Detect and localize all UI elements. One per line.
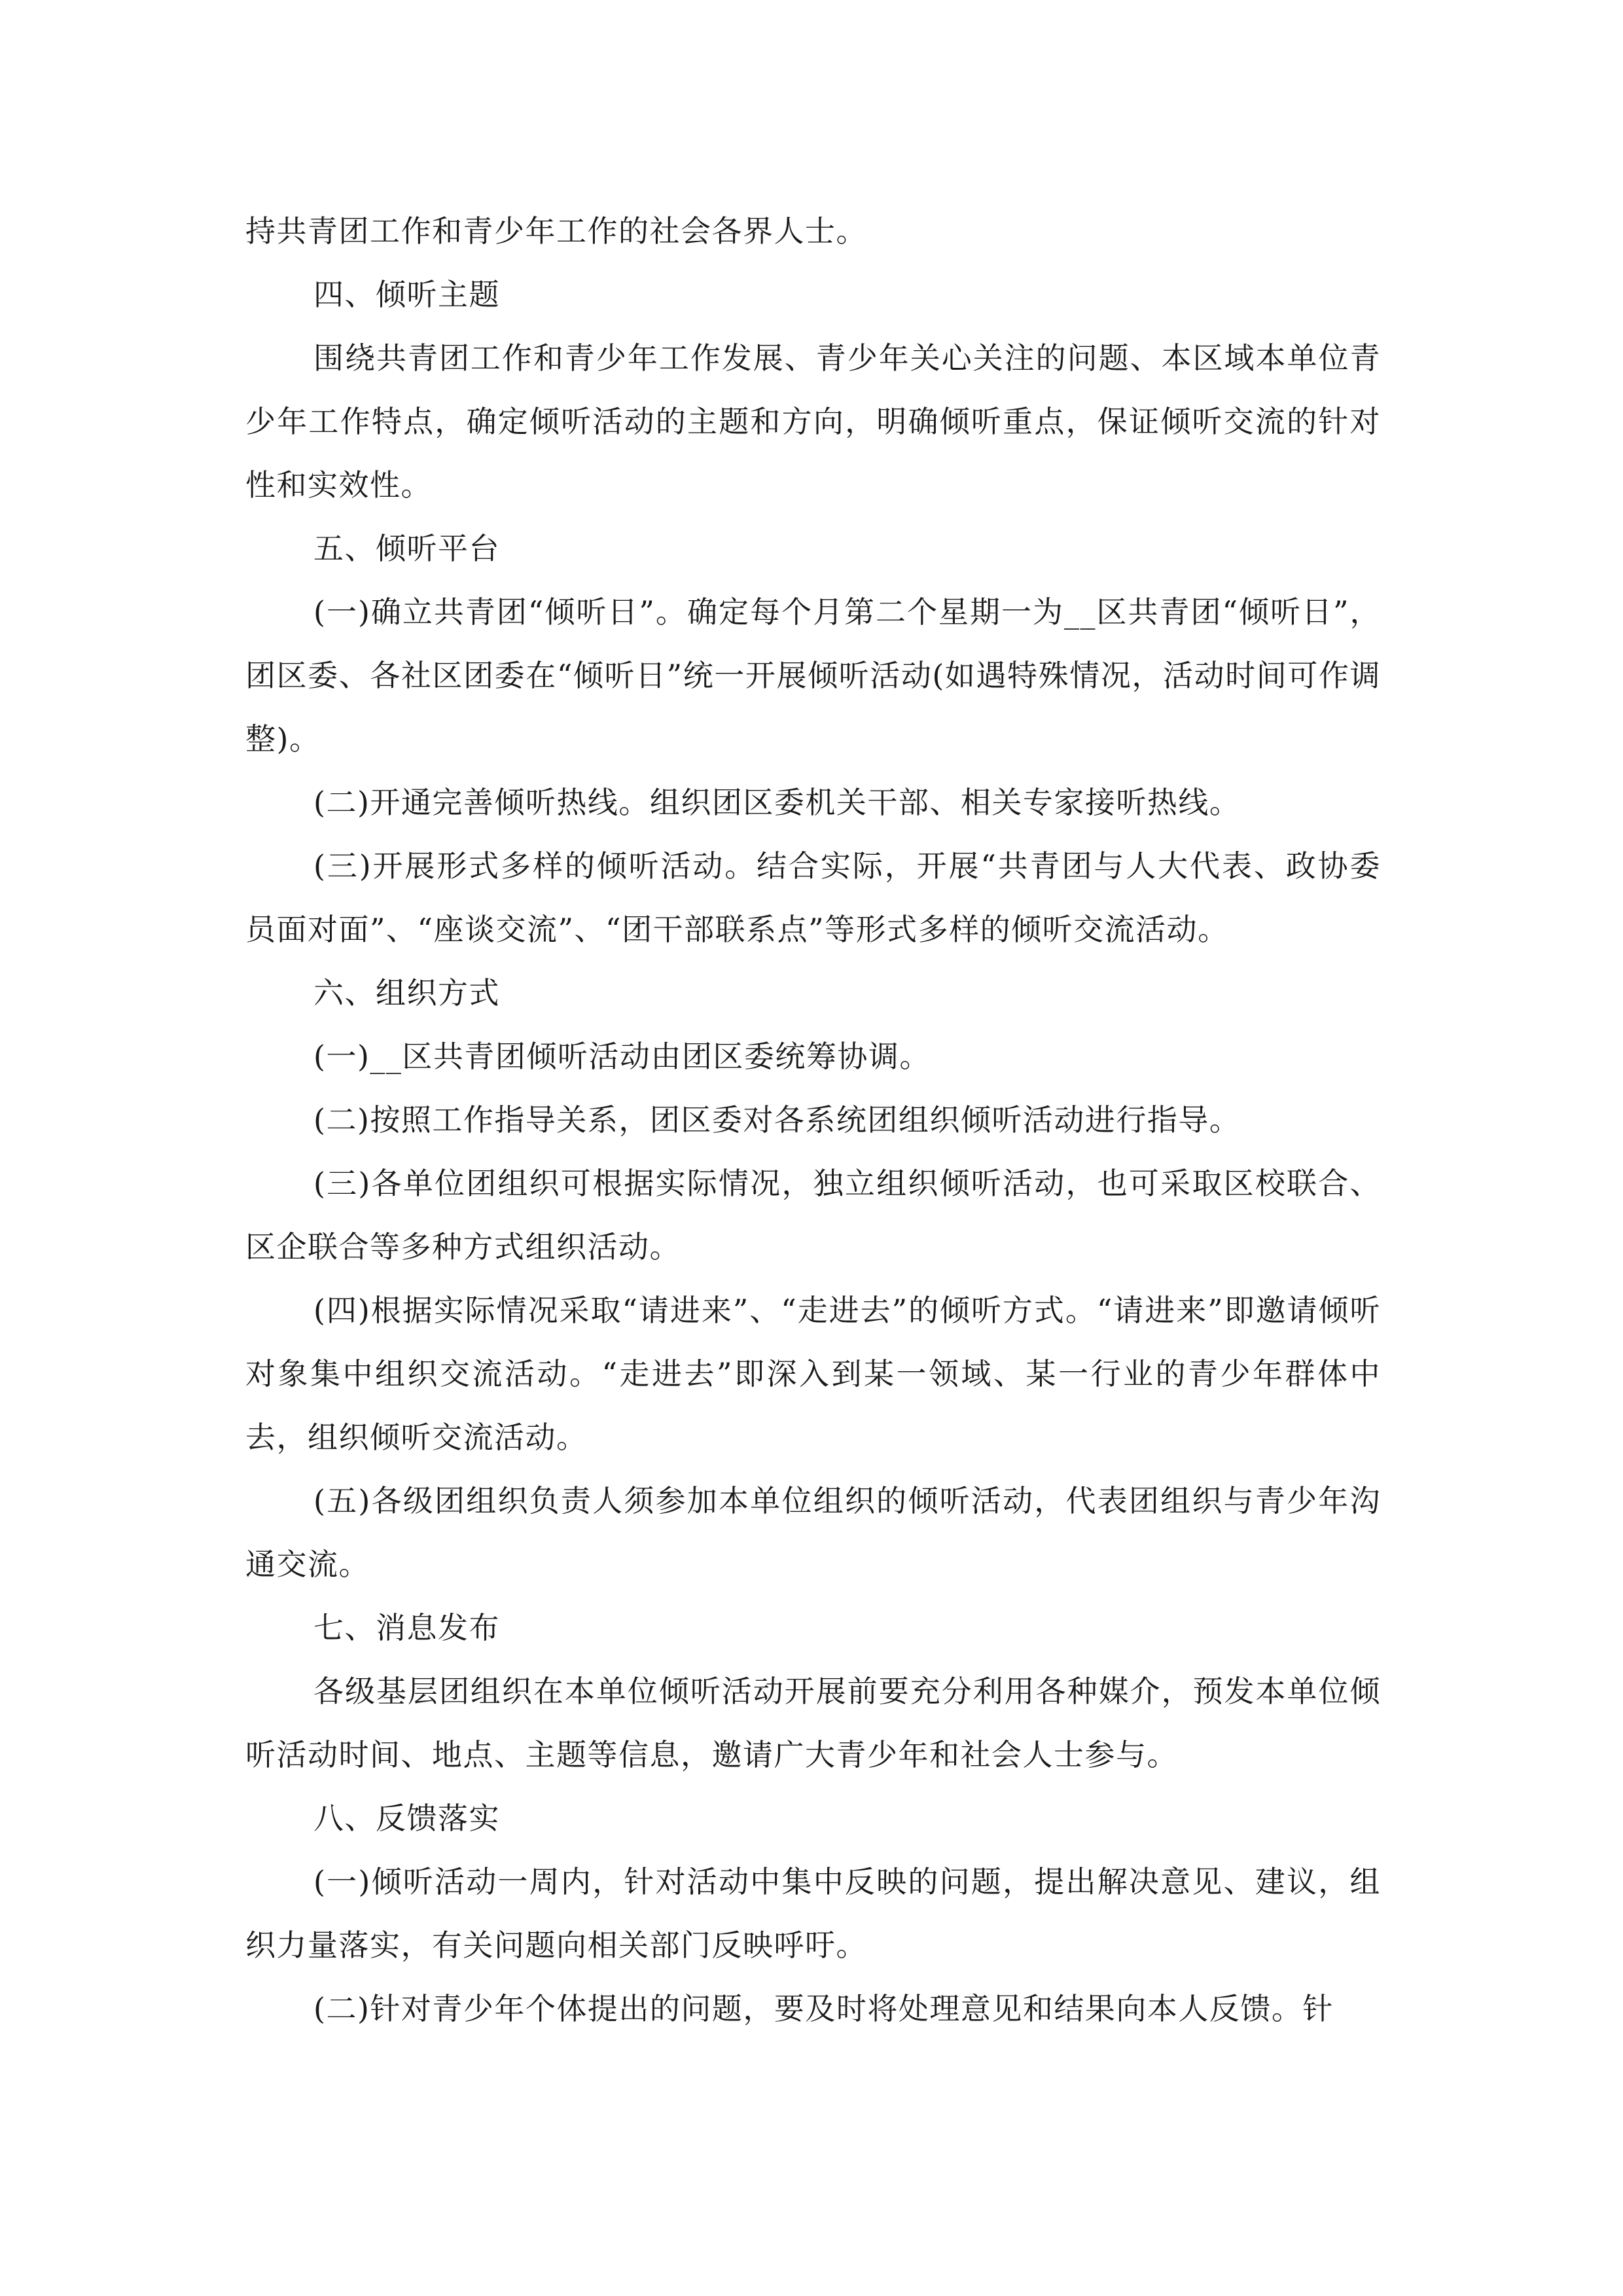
section-heading-6: 六、组织方式 bbox=[313, 975, 500, 1011]
paragraph-org-2: (二)按照工作指导关系，团区委对各系统团组织倾听活动进行指导。 bbox=[313, 1102, 1241, 1138]
paragraph-platform-3: (三)开展形式多样的倾听活动。结合实际，开展“共青团与人大代表、政协委员面对面”、“座谈交流”、“团干部联系点”等形式多样的倾听交流活动。 bbox=[245, 848, 1381, 947]
paragraph-feedback-1: (一)倾听活动一周内，针对活动中集中反映的问题，提出解决意见、建议，组织力量落实，有关问题向相关部门反映呼吁。 bbox=[245, 1864, 1381, 1963]
paragraph-platform-2: (二)开通完善倾听热线。组织团区委机关干部、相关专家接听热线。 bbox=[313, 785, 1241, 820]
paragraph-org-3: (三)各单位团组织可根据实际情况，独立组织倾听活动，也可采取区校联合、区企联合等多种方式组织活动。 bbox=[245, 1166, 1381, 1265]
section-heading-7: 七、消息发布 bbox=[313, 1610, 500, 1645]
paragraph-release: 各级基层团组织在本单位倾听活动开展前要充分利用各种媒介，预发本单位倾听活动时间、地点、主题等信息，邀请广大青少年和社会人士参与。 bbox=[245, 1674, 1381, 1772]
section-heading-8: 八、反馈落实 bbox=[313, 1801, 500, 1836]
paragraph-feedback-2: (二)针对青少年个体提出的问题，要及时将处理意见和结果向本人反馈。针 bbox=[313, 1991, 1334, 2026]
paragraph-org-4: (四)根据实际情况采取“请进来”、“走进去”的倾听方式。“请进来”即邀请倾听对象集中组织交流活动。“走进去”即深入到某一领域、某一行业的青少年群体中去，组织倾听交流活动。 bbox=[245, 1293, 1381, 1455]
paragraph-continuation: 持共青团工作和青少年工作的社会各界人士。 bbox=[245, 213, 867, 249]
section-heading-5: 五、倾听平台 bbox=[313, 531, 500, 566]
paragraph-platform-1: (一)确立共青团“倾听日”。确定每个月第二个星期一为__区共青团“倾听日”，团区委、各社区团委在“倾听日”统一开展倾听活动(如遇特殊情况，活动时间可作调整)。 bbox=[245, 594, 1381, 757]
paragraph-org-1: (一)__区共青团倾听活动由团区委统筹协调。 bbox=[313, 1039, 931, 1074]
document-body bbox=[245, 200, 1381, 2041]
section-heading-4: 四、倾听主题 bbox=[313, 277, 500, 312]
paragraph-org-5: (五)各级团组织负责人须参加本单位组织的倾听活动，代表团组织与青少年沟通交流。 bbox=[245, 1483, 1381, 1582]
paragraph-theme: 围绕共青团工作和青少年工作发展、青少年关心关注的问题、本区域本单位青少年工作特点，确定倾听活动的主题和方向，明确倾听重点，保证倾听交流的针对性和实效性。 bbox=[245, 340, 1381, 503]
